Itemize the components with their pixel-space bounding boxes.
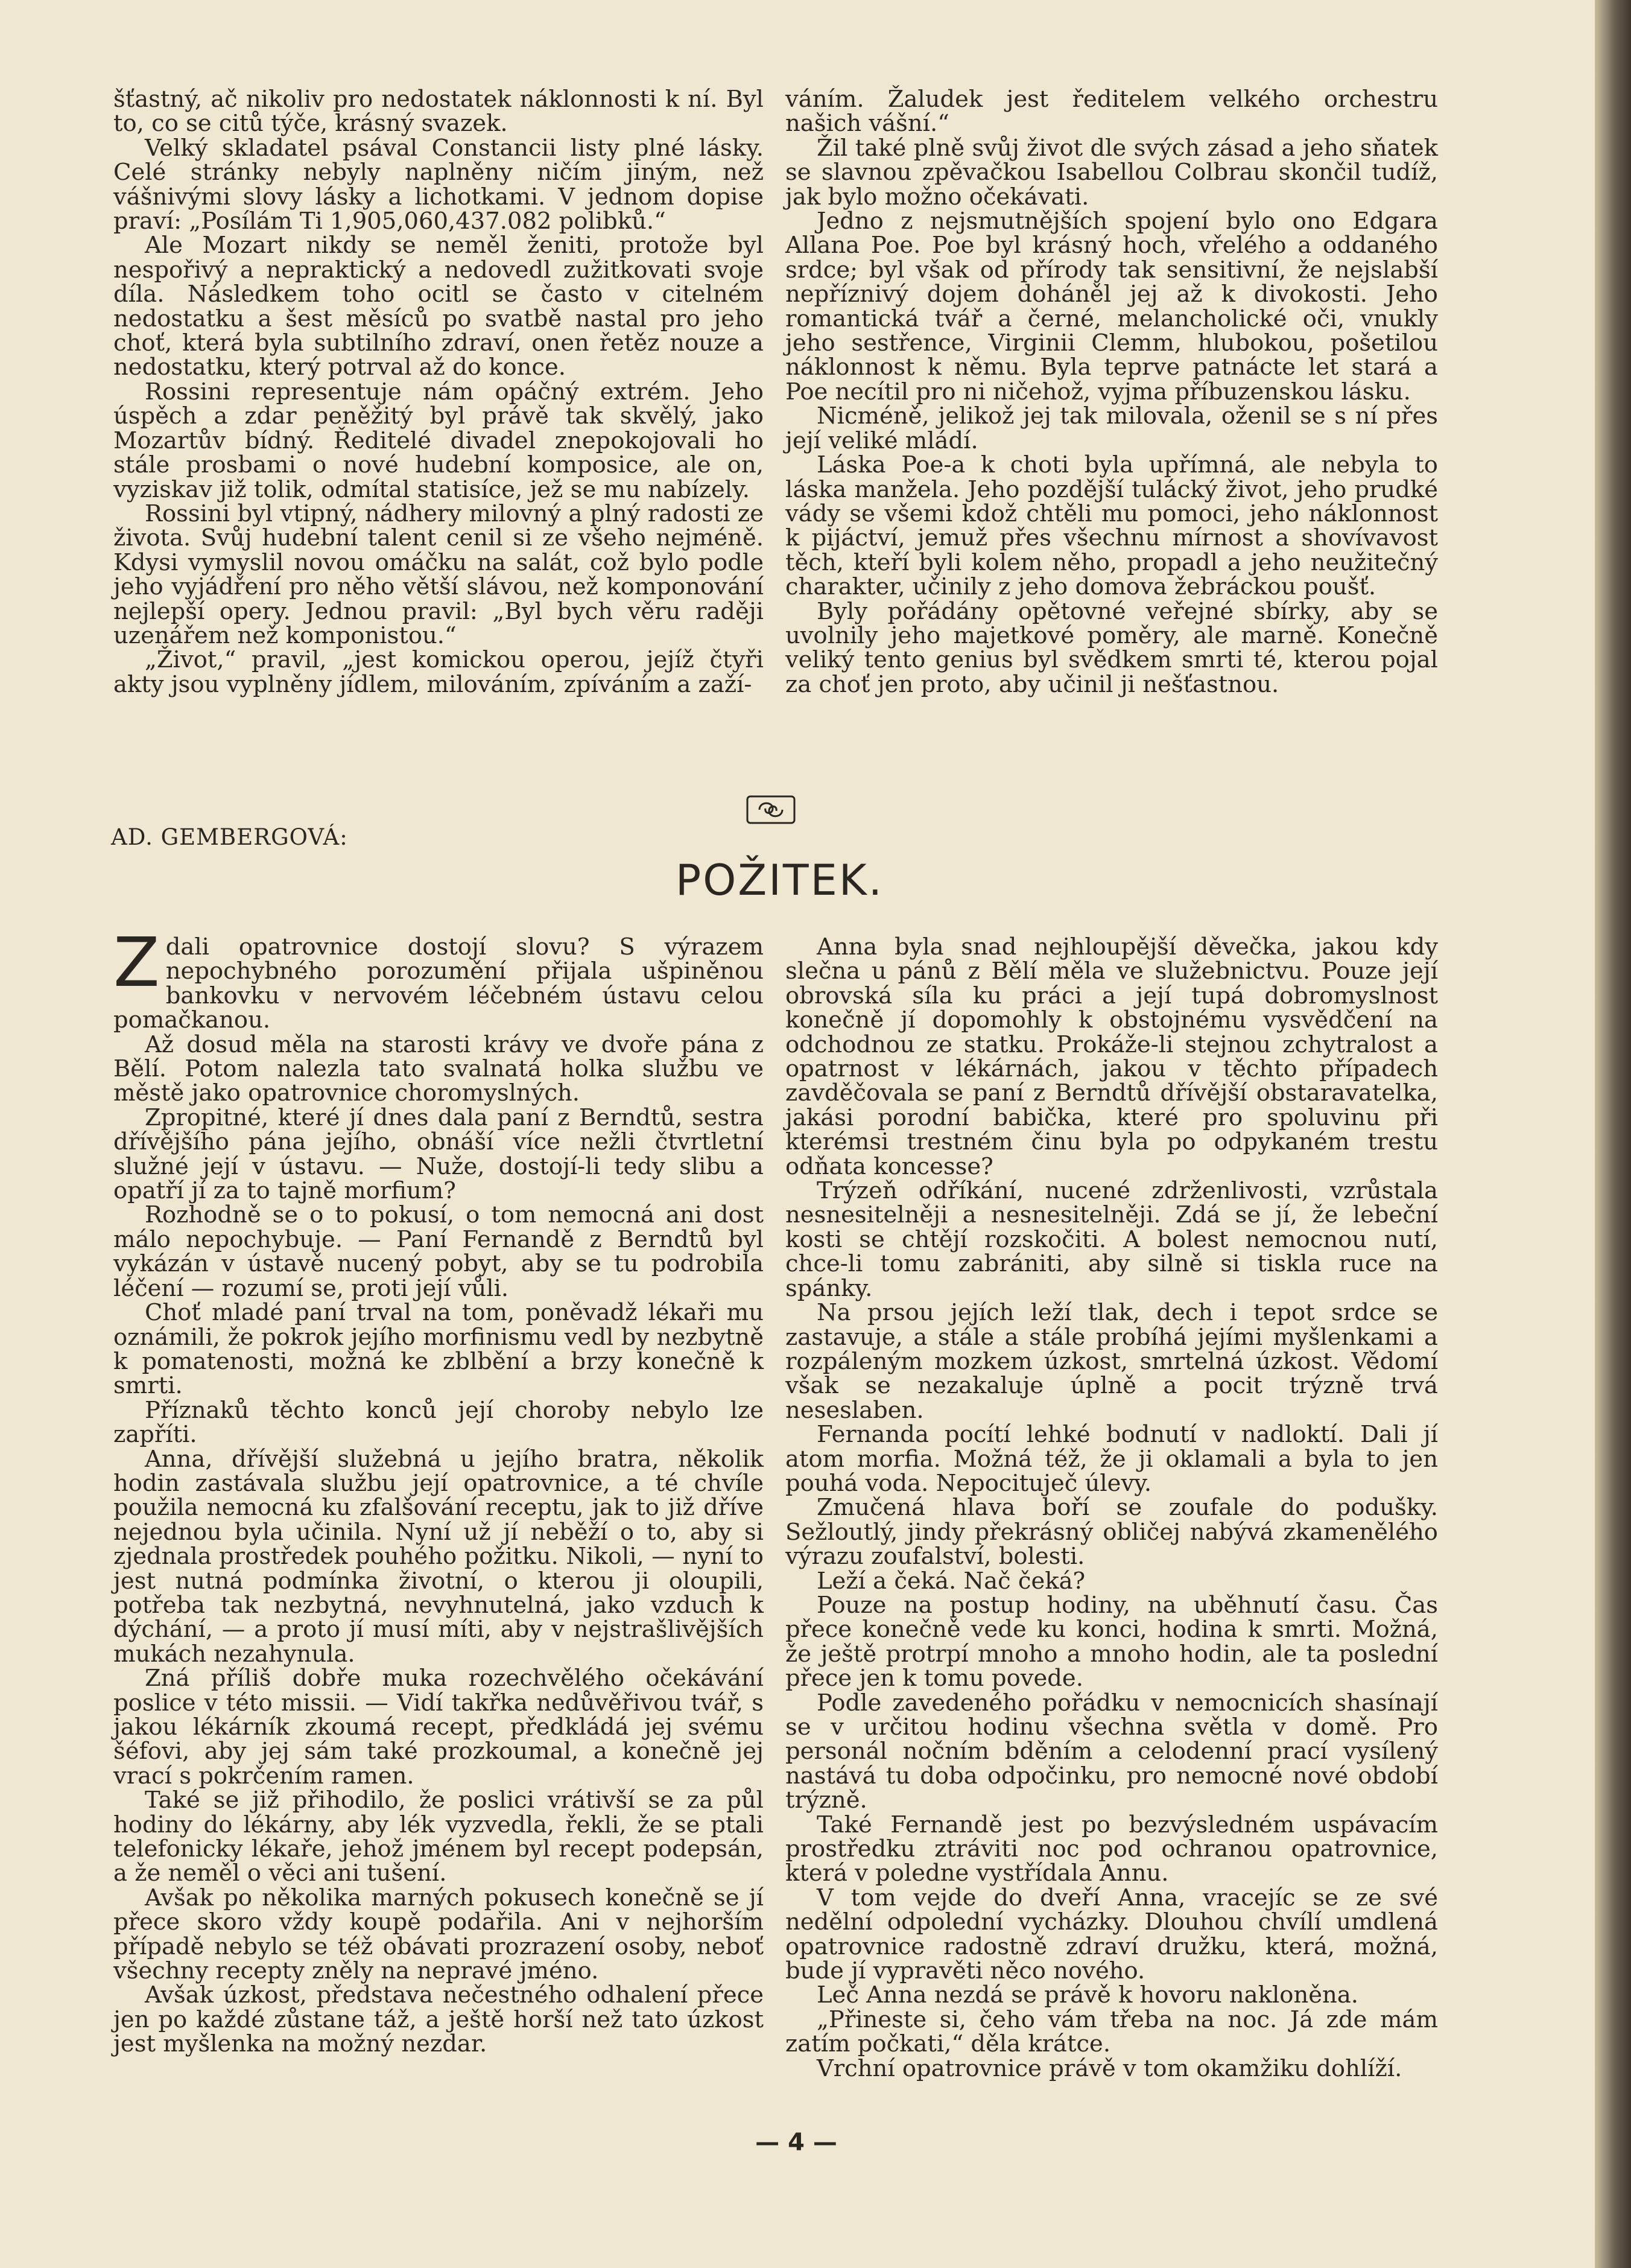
paragraph: „Život,“ pravil, „jest komickou operou, jejíž čtyři akty jsou vyplněny jídlem, milováním, zpíváním a zaží- [113, 646, 764, 698]
paragraph: Nicméně, jelikož jej tak milovala, oženil se s ní přes její veliké mládí. [785, 402, 1438, 454]
story-title: POŽITEK. [676, 856, 884, 905]
article-column-top-left [113, 87, 764, 697]
paragraph: Fernanda pocítí lehké bodnutí v nadloktí. Dali jí atom morfia. Možná též, že ji oklamali a byla to jen pouhá voda. Nepocituječ úlevy. [785, 1421, 1438, 1497]
paragraph: Pouze na postup hodiny, na uběhnutí času. Čas přece konečně vede ku konci, hodina k smrti. Možná, že ještě protrpí mnoho a mnoho hodin, ale ta poslední přece jen k tomu povede. [785, 1591, 1438, 1692]
story-author: AD. GEMBERGOVÁ: [111, 824, 348, 850]
article-column-top-right [785, 87, 1438, 697]
paragraph: Ale Mozart nikdy se neměl ženiti, protože byl nespořivý a nepraktický a nedovedl zužitkovati svoje díla. Následkem toho ocitl se často v citelném nedostatku a šest měsíců po svatbě nastal pro jeho choť, která byla subtilního zdraví, onen řetěz nouze a nedostatku, který potrval až do konce. [113, 232, 764, 381]
paragraph: Leč Anna nezdá se právě k hovoru nakloněna. [816, 1981, 1359, 2009]
paragraph: Rozhodně se o to pokusí, o tom nemocná ani dost málo nepochybuje. — Paní Fernandě z Berndtů byl vykázán v ústavě nucený pobyt, aby se tu podrobila léčení — rozumí se, proti její vůli. [113, 1201, 764, 1302]
paragraph: šťastný, ač nikoliv pro nedostatek náklonnosti k ní. Byl to, co se citů týče, krásný svazek. [113, 86, 764, 138]
paragraph: Až dosud měla na starosti krávy ve dvoře pána z Bělí. Potom nalezla tato svalnatá holka službu ve městě jako opatrovnice choromyslných. [113, 1031, 764, 1107]
paragraph: Choť mladé paní trval na tom, poněvadž lékaři mu oznámili, že pokrok jejího morfinismu vedl by nezbytně k pomatenosti, možná ke zblbění a brzy konečně k smrti. [113, 1299, 764, 1400]
paragraph: „Přineste si, čeho vám třeba na noc. Já zde mám zatím počkati,“ děla krátce. [785, 2006, 1438, 2058]
paragraph: Trýzeň odříkání, nucené zdrženlivosti, vzrůstala nesnesitelněji a nesnesitelněji. Zdá se jí, že lebeční kosti se chtějí rozskočiti. A bolest nemocnou nutí, chce-li tomu zabrániti, aby silně si tiskla ruce na spánky. [785, 1177, 1438, 1302]
story-column-left [113, 924, 764, 2058]
paragraph: Velký skladatel psával Constancii listy plné lásky. Celé stránky nebyly naplněny ničím jiným, než vášnivými slovy lásky a lichotkami. V jednom dopise praví: „Posílám Ti 1,905,060,437.082 polibků.“ [113, 134, 764, 235]
paragraph: V tom vejde do dveří Anna, vracejíc se ze své nedělní odpolední vycházky. Dlouhou chvílí umdlená opatrovnice radostně zdraví družku, která, možná, bude jí vypravěti něco nového. [785, 1884, 1438, 1985]
opening-text: dali opatrovnice dostojí slovu? S výrazem nepochybného porozumění přijala ušpiněnou bankovku v nervovém léčebném ústavu celou pomačkanou. [113, 933, 764, 1034]
drop-cap: Z [113, 924, 160, 1002]
opening-paragraph [113, 924, 764, 1034]
paragraph: Zpropitné, které jí dnes dala paní z Berndtů, sestra dřívějšího pána jejího, obnáší více nežli čtvrtletní služné její v ústavu. — Nuže, dostojí-li tedy slibu a opatří jí za to tajně morfium? [113, 1104, 764, 1205]
paragraph: váním. Žaludek jest ředitelem velkého orchestru našich vášní.“ [785, 86, 1438, 138]
paragraph: Podle zavedeného pořádku v nemocnicích shasínají se v určitou hodinu všechna světla v domě. Pro personál nočním bděním a celodenní prací vysílený nastává tu doba odpočinku, pro nemocné nové období trýzně. [785, 1689, 1438, 1814]
paragraph: Zná příliš dobře muka rozechvělého očekávání poslice v této missii. — Vidí takřka nedůvěřivou tvář, s jakou lékárník zkoumá recept, předkládá jej svému šéfovi, aby jej sám také prozkoumal, a konečně jej vrací s pokrčením ramen. [113, 1665, 764, 1790]
paragraph: Jedno z nejsmutnějších spojení bylo ono Edgara Allana Poe. Poe byl krásný hoch, vřelého a oddaného srdce; byl však od přírody tak sensitivní, že nejslabší nepříznivý dojem doháněl jej až k divokosti. Jeho romantická tvář a černé, melancholické oči, vnukly jeho sestřence, Virginii Clemm, hlubokou, pošetilou náklonnost k němu. Byla teprve patnácte let stará a Poe necítil pro ni ničehož, vyjma příbuzenskou lásku. [785, 208, 1438, 405]
paragraph: Také Fernandě jest po bezvýsledném uspávacím prostředku ztráviti noc pod ochranou opatrovnice, která v poledne vystřídala Annu. [785, 1811, 1438, 1887]
paragraph: Leží a čeká. Nač čeká? [816, 1567, 1086, 1595]
paragraph: Avšak úzkost, představa nečestného odhalení přece jen po každé zůstane táž, a ještě horší než tato úzkost jest myšlenka na možný nezdar. [113, 1981, 764, 2058]
ornament-icon [746, 795, 796, 824]
paragraph: Rossini byl vtipný, nádhery milovný a plný radosti ze života. Svůj hudební talent cenil si ze všeho nejméně. Kdysi vymyslil novou omáčku na salát, což bylo podle jeho vyjádření pro něho větší slávou, než komponování nejlepší opery. Jednou pravil: „Byl bych věru raději uzenářem než komponistou.“ [113, 500, 764, 649]
paragraph: Anna, dřívější služebná u jejího bratra, několik hodin zastávala službu její opatrovnice, a té chvíle použila nemocná ku zfalšování receptu, jak to již dříve nejednou byla učinila. Nyní už jí neběží o to, aby si zjednala prostředek pouhého požitku. Nikoli, — nyní to jest nutná podmínka životní, o kterou ji oloupili, potřeba tak nezbytná, nevyhnutelná, jako vzduch k dýchání, — a proto jí musí míti, aby v nejstrašlivějších mukách nezahynula. [113, 1445, 764, 1668]
paragraph: Rossini representuje nám opáčný extrém. Jeho úspěch a zdar peněžitý byl právě tak skvělý, jako Mozartův bídný. Ředitelé divadel znepokojovali ho stále prosbami o nové hudební komposice, ale on, vyziskav již tolik, odmítal statisíce, jež se mu nabízely. [113, 378, 764, 503]
paragraph: Avšak po několika marných pokusech konečně se jí přece skoro vždy koupě podařila. Ani v nejhorším případě nebylo se též obávati prozrazení osoby, neboť všechny recepty zněly na nepravé jméno. [113, 1884, 764, 1985]
paragraph: Vrchní opatrovnice právě v tom okamžiku dohlíží. [816, 2054, 1402, 2082]
paragraph: Žil také plně svůj život dle svých zásad a jeho sňatek se slavnou zpěvačkou Isabellou Colbrau skončil tudíž, jak bylo možno očekávati. [785, 134, 1438, 211]
paragraph: Láska Poe-a k choti byla upřímná, ale nebyla to láska manžela. Jeho pozdější tulácký život, jeho prudké vády se všemi kdož chtěli mu pomoci, jeho náklonnost k pijáctví, jemuž přes všechnu mírnost a shovívavost těch, kteří byli kolem něho, propadl a jeho neužitečný charakter, učinily z jeho domova žebráckou poušť. [785, 451, 1438, 601]
paragraph: Anna byla snad nejhloupější děvečka, jakou kdy slečna u pánů z Bělí měla ve služebnictvu. Pouze její obrovská síla ku práci a její tupá dobromyslnost konečně jí dopomohly k obstojnému vysvědčení na odchodnou ze statku. Prokáže-li stejnou zchytralost a opatrnost v lékárnách, jakou v těchto případech zavděčovala se paní z Berndtů dřívější obstaravatelka, jakási porodní babička, které pro spoluvinu při kterémsi trestném činu byla po odpykaném trestu odňata koncesse? [785, 933, 1438, 1180]
story-column-right [785, 935, 1438, 2081]
paragraph: Byly pořádány opětovné veřejné sbírky, aby se uvolnily jeho majetkové poměry, ale marně. Konečně veliký tento genius byl svědkem smrti té, kterou pojal za choť jen proto, aby učinil ji nešťastnou. [785, 597, 1438, 698]
page-edge [1595, 0, 1631, 2268]
paragraph: Příznaků těchto konců její choroby nebylo lze zapříti. [113, 1396, 764, 1449]
paragraph: Na prsou jejích leží tlak, dech i tepot srdce se zastavuje, a stále a stále probíhá jejími myšlenkami a rozpáleným mozkem úzkost, smrtelná úzkost. Vědomí však se nezakaluje úplně a pocit trýzně trvá neseslaben. [785, 1299, 1438, 1424]
paragraph: Také se již přihodilo, že poslici vrátivší se za půl hodiny do lékárny, aby lék vyzvedla, řekli, že se ptali telefonicky lékaře, jehož jménem byl recept podepsán, a že neměl o věci ani tušení. [113, 1787, 764, 1887]
paragraph: Zmučená hlava boří se zoufale do podušky. Sežloutlý, jindy překrásný obličej nabývá zkamenělého výrazu zoufalství, bolesti. [785, 1494, 1438, 1571]
page-number: — 4 — [755, 2129, 837, 2156]
